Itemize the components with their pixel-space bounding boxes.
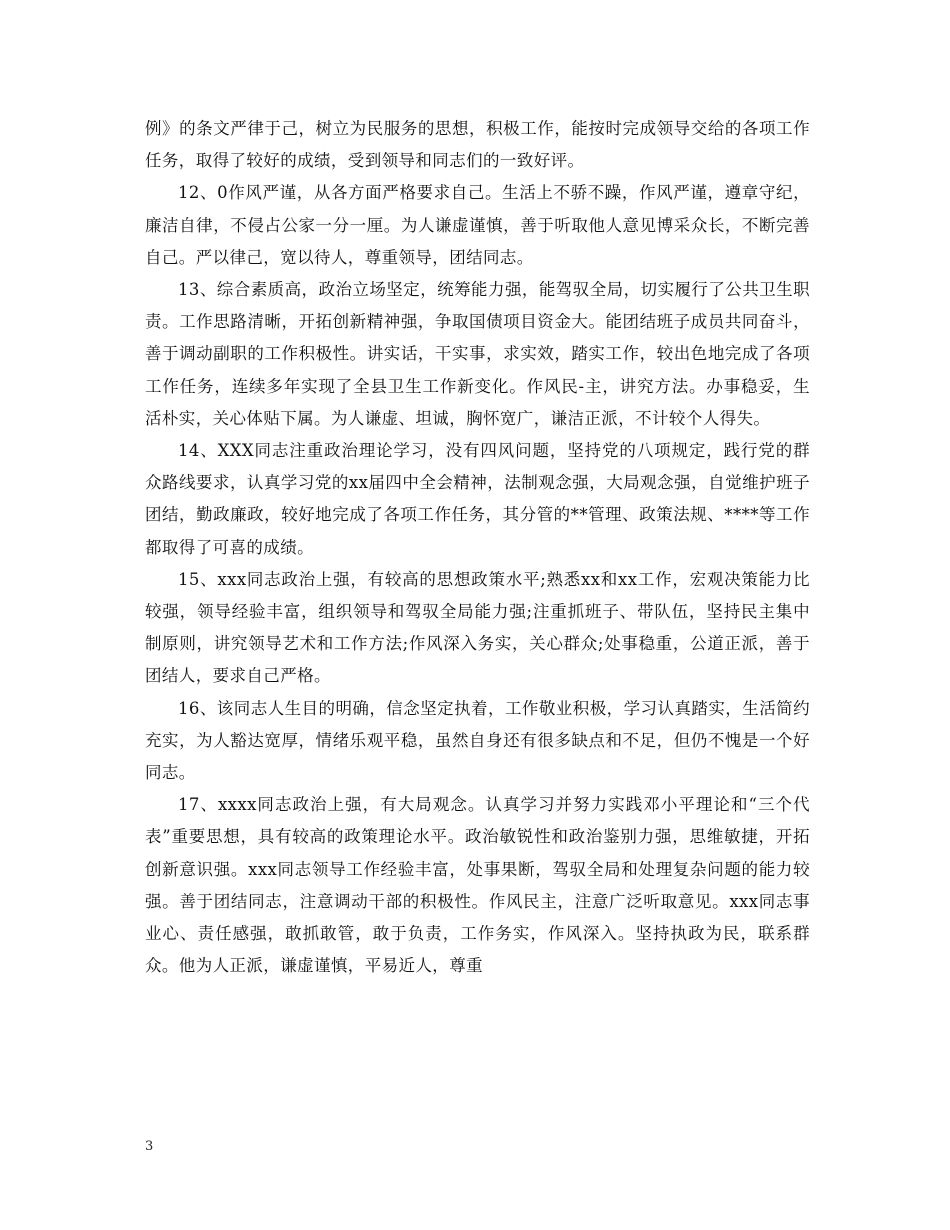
paragraph-5: 15、xxx同志政治上强，有较高的思想政策水平;熟悉xx和xx工作，宏观决策能力比较强，领导经验丰富，组织领导和驾驭全局能力强;注重抓班子、带队伍，坚持民主集中制原则，讲究领导艺术和工作方法;作风深入务实，关心群众;处事稳重，公道正派，善于团结人，要求自己严格。: [145, 569, 810, 686]
paragraph-2: 12、0作风严谨，从各方面严格要求自己。生活上不骄不躁，作风严谨，遵章守纪，廉洁自律，不侵占公家一分一厘。为人谦虚谨慎，善于听取他人意见博采众长，不断完善自己。严以律己，宽以待人，尊重领导，团结同志。: [145, 183, 810, 267]
page-number: 3: [145, 1139, 154, 1154]
paragraph-6: 16、该同志人生目的明确，信念坚定执着，工作敬业积极，学习认真踏实，生活简约充实，为人豁达宽厚，情绪乐观平稳，虽然自身还有很多缺点和不足，但仍不愧是一个好同志。: [145, 698, 810, 783]
paragraph-7: 17、xxxx同志政治上强，有大局观念。认真学习并努力实践邓小平理论和“三个代表”重要思想，具有较高的政策理论水平。政治敏锐性和政治鉴别力强，思维敏捷，开拓创新意识强。xxx同志领导工作经验丰富，处事果断，驾驭全局和处理复杂问题的能力较强。善于团结同志，注意调动干部的积极性。作风民主，注意广泛听取意见。xxx同志事业心、责任感强，敢抓敢管，敢于负责，工作务实，作风深入。坚持执政为民，联系群众。他为人正派，谦虚谨慎，平易近人，尊重: [145, 795, 810, 976]
document-body: [145, 113, 810, 982]
paragraph-4: 14、XXX同志注重政治理论学习，没有四风问题，坚持党的八项规定，践行党的群众路线要求，认真学习党的xx届四中全会精神，法制观念强，大局观念强，自觉维护班子团结，勤政廉政，较好地完成了各项工作任务，其分管的**管理、政策法规、****等工作都取得了可喜的成绩。: [145, 441, 810, 557]
paragraph-3: 13、综合素质高，政治立场坚定，统筹能力强，能驾驭全局，切实履行了公共卫生职责。工作思路清晰，开拓创新精神强，争取国债项目资金大。能团结班子成员共同奋斗，善于调动副职的工作积极性。讲实话，干实事，求实效，踏实工作，较出色地完成了各项工作任务，连续多年实现了全县卫生工作新变化。作风民-主，讲究方法。办事稳妥，生活朴实，关心体贴下属。为人谦虚、坦诚，胸怀宽广，谦洁正派，不计较个人得失。: [145, 280, 810, 428]
paragraph-1: 例》的条文严律于己，树立为民服务的思想，积极工作，能按时完成领导交给的各项工作任务，取得了较好的成绩，受到领导和同志们的一致好评。: [145, 119, 810, 171]
